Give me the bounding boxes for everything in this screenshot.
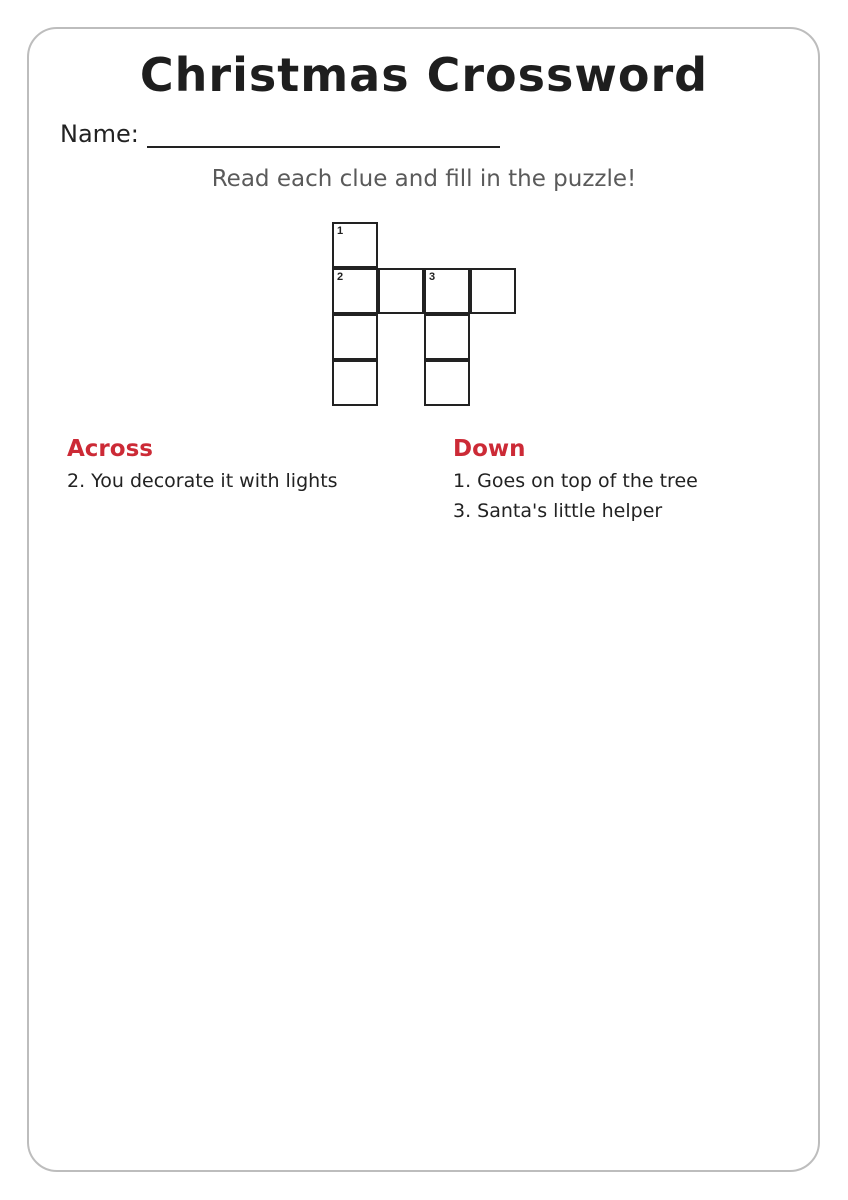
name-label: Name: xyxy=(60,120,139,148)
grid-cell[interactable] xyxy=(378,268,424,314)
grid-cell[interactable] xyxy=(332,222,378,268)
down-heading: Down xyxy=(453,436,526,462)
grid-cell[interactable] xyxy=(332,268,378,314)
grid-cell[interactable] xyxy=(424,360,470,406)
grid-cell[interactable] xyxy=(332,360,378,406)
clue-number: 2 xyxy=(337,271,344,283)
instructions: Read each clue and fill in the puzzle! xyxy=(211,166,637,192)
down-clues xyxy=(453,436,813,530)
crossword-grid xyxy=(0,0,848,420)
grid-cell[interactable] xyxy=(424,314,470,360)
grid-cell[interactable] xyxy=(424,268,470,314)
across-clue: 2. You decorate it with lights xyxy=(67,470,338,492)
across-heading: Across xyxy=(67,436,153,462)
clue-number: 1 xyxy=(337,225,344,237)
down-clue: 3. Santa's little helper xyxy=(453,500,663,522)
grid-cell[interactable] xyxy=(470,268,516,314)
across-clues xyxy=(67,436,427,500)
grid-cell[interactable] xyxy=(332,314,378,360)
clue-number: 3 xyxy=(429,271,436,283)
page-title: Christmas Crossword xyxy=(139,48,709,102)
down-clue: 1. Goes on top of the tree xyxy=(453,470,698,492)
